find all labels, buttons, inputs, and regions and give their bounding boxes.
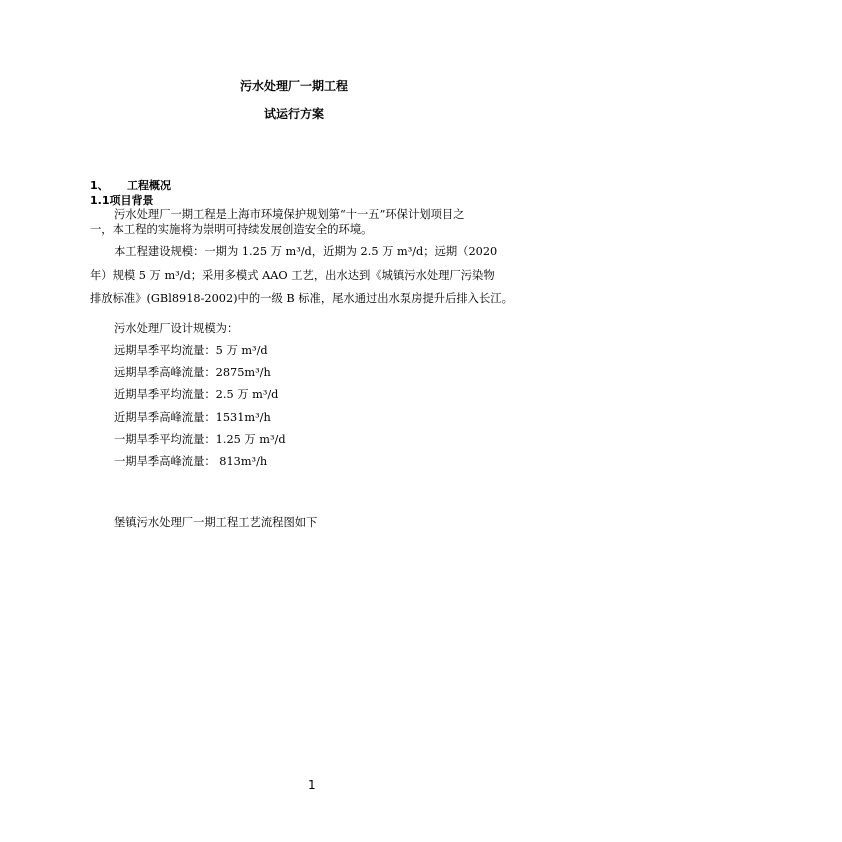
paragraph-line: 排放标准》(GBl8918-2002)中的一级 B 标准，尾水通过出水泵房提升后排入长江。 — [90, 292, 513, 305]
section-title: 工程概况 — [127, 179, 171, 192]
design-scale-item: 一期旱季平均流量：1.25 万 m³/d — [114, 433, 286, 446]
paragraph-line: 本工程建设规模：一期为 1.25 万 m³/d，近期为 2.5 万 m³/d；远期（2020 — [114, 245, 498, 258]
design-scale-item: 近期旱季高峰流量：1531m³/h — [114, 411, 271, 424]
paragraph-line: 年）规模 5 万 m³/d；采用多模式 AAO 工艺，出水达到《城镇污水处理厂污染物 — [90, 269, 495, 282]
design-scale-item: 一期旱季高峰流量： 813m³/h — [114, 455, 268, 468]
document-subtitle: 试运行方案 — [264, 107, 325, 121]
document-title: 污水处理厂一期工程 — [240, 79, 349, 93]
flow-chart-caption: 堡镇污水处理厂一期工程工艺流程图如下 — [114, 516, 318, 529]
page-number: 1 — [308, 778, 316, 792]
paragraph-line: 污水处理厂一期工程是上海市环境保护规划第“十一五”环保计划项目之 — [114, 208, 465, 221]
design-scale-heading: 污水处理厂设计规模为： — [114, 322, 239, 335]
design-scale-item: 远期旱季高峰流量：2875m³/h — [114, 366, 271, 379]
paragraph-line: 一，本工程的实施将为崇明可持续发展创造安全的环境。 — [90, 223, 373, 236]
section-number: 1、 — [90, 179, 109, 192]
subsection-title: 1.1项目背景 — [90, 194, 154, 207]
design-scale-item: 近期旱季平均流量：2.5 万 m³/d — [114, 388, 279, 401]
design-scale-item: 远期旱季平均流量：5 万 m³/d — [114, 344, 268, 357]
